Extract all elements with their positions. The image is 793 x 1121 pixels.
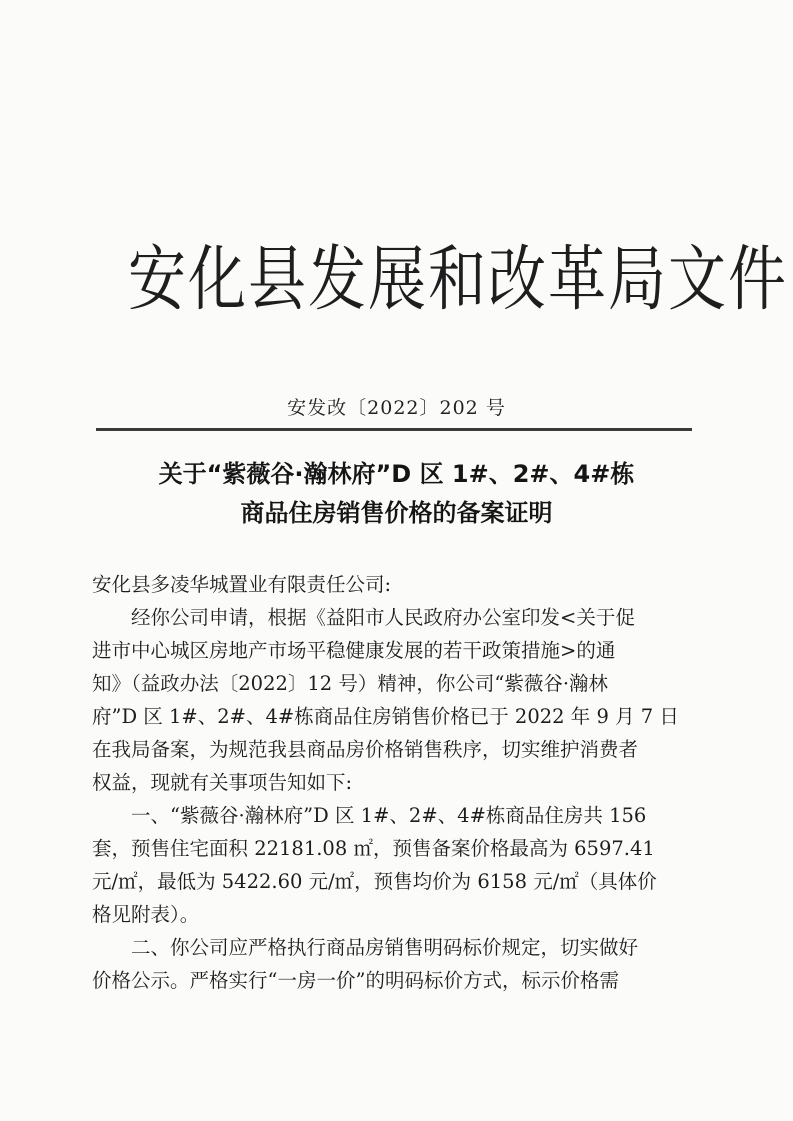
header-divider	[96, 428, 692, 431]
issuing-authority-header: 安化县发展和改革局文件	[128, 237, 789, 321]
body-line: 知》（益政办法〔2022〕12 号）精神，你公司“紫薇谷·瀚林	[92, 672, 609, 695]
body-line: 在我局备案，为规范我县商品房价格销售秩序，切实维护消费者	[92, 738, 639, 761]
body-line: 经你公司申请，根据《益阳市人民政府办公室印发<关于促	[92, 606, 635, 629]
document-subject	[0, 455, 793, 533]
body-line: 套，预售住宅面积 22181.08 ㎡，预售备案价格最高为 6597.41	[92, 837, 655, 860]
body-line: 元/㎡，最低为 5422.60 元/㎡，预售均价为 6158 元/㎡（具体价	[92, 870, 657, 893]
body-line: 府”D 区 1#、2#、4#栋商品住房销售价格已于 2022 年 9 月 7 日	[92, 705, 679, 728]
body-line: 价格公示。严格实行“一房一价”的明码标价方式，标示价格需	[92, 969, 619, 992]
body-line: 一、“紫薇谷·瀚林府”D 区 1#、2#、4#栋商品住房共 156	[92, 804, 647, 827]
document-body	[92, 568, 700, 997]
subject-line-1: 关于“紫薇谷·瀚林府”D 区 1#、2#、4#栋	[158, 460, 635, 488]
addressee: 安化县多凌华城置业有限责任公司:	[92, 573, 392, 596]
body-line: 进市中心城区房地产市场平稳健康发展的若干政策措施>的通	[92, 639, 616, 662]
body-line: 格见附表）。	[92, 903, 200, 926]
body-line: 权益，现就有关事项告知如下:	[92, 771, 353, 794]
document-number: 安发改〔2022〕202 号	[287, 397, 506, 419]
subject-line-2: 商品住房销售价格的备案证明	[240, 499, 553, 527]
body-line: 二、你公司应严格执行商品房销售明码标价规定，切实做好	[92, 936, 639, 959]
